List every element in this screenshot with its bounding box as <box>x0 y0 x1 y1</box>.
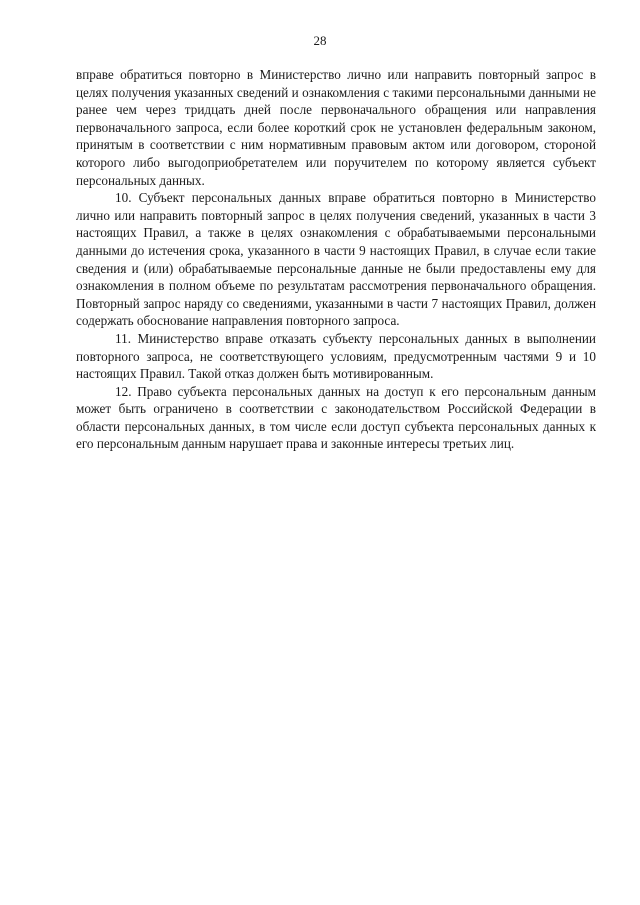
document-body <box>76 66 596 453</box>
paragraph-11: 11. Министерство вправе отказать субъекту персональных данных в выполнении повторного запроса, не соответствующего условиям, предусмотренным частями 9 и 10 настоящих Правил. Такой отказ должен быть мотивированным. <box>76 330 596 382</box>
paragraph-continuation: вправе обратиться повторно в Министерство лично или направить повторный запрос в целях получения указанных сведений и ознакомления с такими персональными данными не ранее чем через тридцать дней после первоначального обращения или направления первоначального запроса, если более короткий срок не установлен федеральным законом, принятым в соответствии с ним нормативным правовым актом или договором, стороной которого либо выгодоприобретателем или поручителем по которому является субъект персональных данных. <box>76 67 596 188</box>
paragraph-10: 10. Субъект персональных данных вправе обратиться повторно в Министерство лично или направить повторный запрос в целях получения сведений, указанных в части 3 настоящих Правил, а также в целях ознакомления с обрабатываемыми персональными данными до истечения срока, указанного в части 9 настоящих Правил, в случае если такие сведения и (или) обрабатываемые персональные данные не были предоставлены ему для ознакомления в полном объеме по результатам рассмотрения первоначального обращения. Повторный запрос наряду со сведениями, указанными в части 7 настоящих Правил, должен содержать обоснование направления повторного запроса. <box>76 190 596 329</box>
page-number: 28 <box>313 33 327 48</box>
paragraph-12: 12. Право субъекта персональных данных на доступ к его персональным данным может быть ограничено в соответствии с законодательством Российской Федерации в области персональных данных, в том числе если доступ субъекта персональных данных к его персональным данным нарушает права и законные интересы третьих лиц. <box>76 383 596 452</box>
